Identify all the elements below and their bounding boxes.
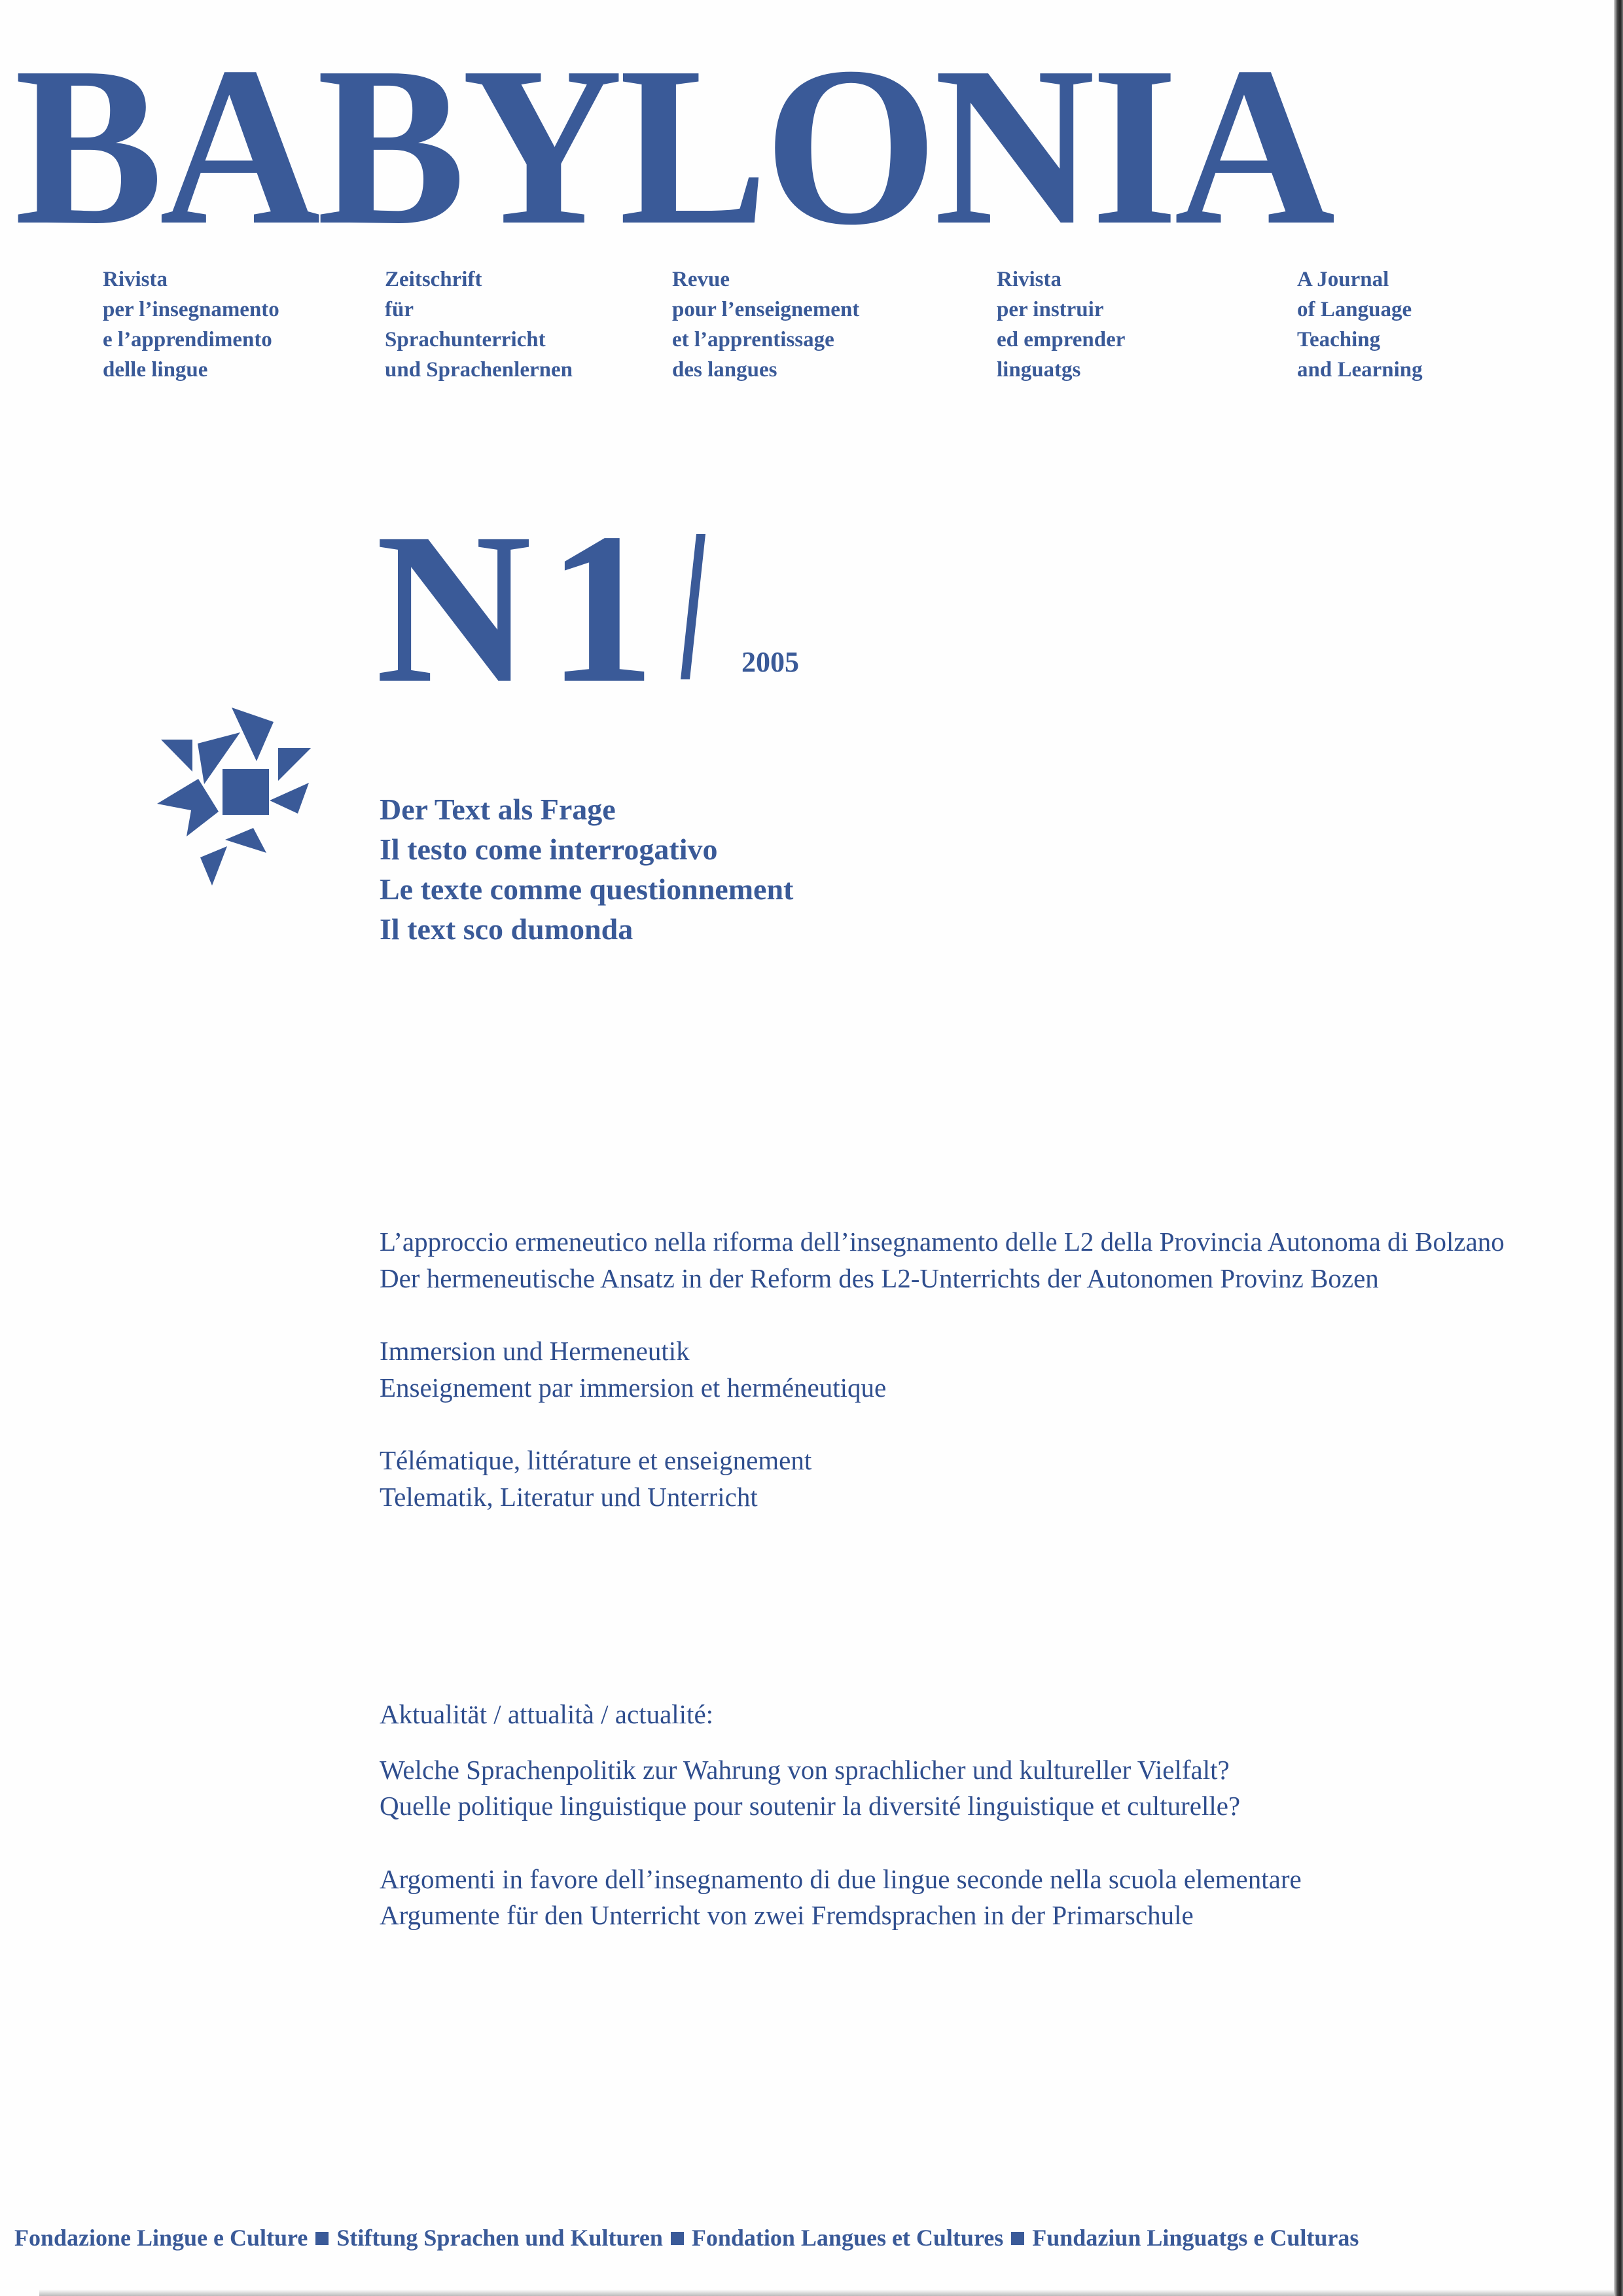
subtitle-line: e l’apprendimento xyxy=(103,328,272,351)
article-title: Welche Sprachenpolitik zur Wahrung von sprachlicher und kultureller Vielfalt? xyxy=(380,1754,1230,1785)
foundation-french: Fondation Langues et Cultures xyxy=(691,2225,1004,2251)
issue-number: N1 xyxy=(376,489,671,728)
journal-title: BABYLONIA xyxy=(14,20,1332,272)
subtitle-french xyxy=(672,264,859,385)
subtitle-line: linguatgs xyxy=(997,358,1081,382)
subtitle-line: für xyxy=(385,298,414,321)
subtitle-line: Teaching xyxy=(1297,328,1381,351)
article-title: Argumente für den Unterricht von zwei Fremdsprachen in der Primarschule xyxy=(380,1900,1194,1930)
subtitle-line: ed emprender xyxy=(997,328,1126,351)
subtitle-line: delle lingue xyxy=(103,358,208,382)
publisher-footer xyxy=(14,2222,1359,2253)
page-binding-edge xyxy=(1614,0,1623,2296)
article-list xyxy=(380,1224,1577,1552)
subtitle-line: per instruir xyxy=(997,298,1104,321)
subtitle-line: Revue xyxy=(672,268,730,291)
theme-french: Le texte comme questionnement xyxy=(380,872,794,906)
theme-romansh: Il text sco dumonda xyxy=(380,912,633,946)
article-title: Argomenti in favore dell’insegnamento di due lingue seconde nella scuola elementare xyxy=(380,1863,1302,1894)
square-separator-icon xyxy=(315,2232,329,2245)
article-title: Quelle politique linguistique pour soutenir la diversité linguistique et culturelle? xyxy=(380,1791,1241,1821)
subtitle-italian xyxy=(103,264,279,385)
foundation-romansh: Fundaziun Linguatgs e Culturas xyxy=(1032,2225,1359,2251)
tangram-pinwheel-icon xyxy=(157,706,314,889)
subtitle-line: und Sprachenlernen xyxy=(385,358,573,382)
subtitle-line: Sprachunterricht xyxy=(385,328,546,351)
article-item xyxy=(380,1861,1577,1934)
article-title: Immersion und Hermeneutik xyxy=(380,1336,690,1366)
article-title: Télématique, littérature et enseignement xyxy=(380,1445,812,1475)
article-title: L’approccio ermeneutico nella riforma dell’insegnamento delle L2 della Provincia Autonoma di Bolzano xyxy=(380,1227,1505,1257)
article-title: Enseignement par immersion et herméneutique xyxy=(380,1372,887,1403)
foundation-german: Stiftung Sprachen und Kulturen xyxy=(336,2225,663,2251)
subtitle-english xyxy=(1297,264,1423,385)
subtitle-line: Rivista xyxy=(997,268,1061,291)
article-title: Der hermeneutische Ansatz in der Reform des L2-Unterrichts der Autonomen Provinz Bozen xyxy=(380,1263,1379,1293)
article-item xyxy=(380,1333,1577,1406)
square-separator-icon xyxy=(671,2232,684,2245)
subtitle-line: of Language xyxy=(1297,298,1412,321)
subtitle-line: Zeitschrift xyxy=(385,268,482,291)
subtitle-line: Rivista xyxy=(103,268,168,291)
subtitle-german xyxy=(385,264,573,385)
subtitle-romansh xyxy=(997,264,1125,385)
theme-german: Der Text als Frage xyxy=(380,793,616,826)
journal-masthead xyxy=(14,20,1592,272)
article-item xyxy=(380,1443,1577,1515)
theme-italian: Il testo come interrogativo xyxy=(380,833,718,866)
page-bottom-shadow xyxy=(39,2289,1614,2296)
square-separator-icon xyxy=(1011,2232,1024,2245)
subtitle-line: des langues xyxy=(672,358,777,382)
current-affairs-label: Aktualität / attualità / actualité: xyxy=(380,1699,714,1729)
issue-themes xyxy=(380,789,793,949)
article-item xyxy=(380,1224,1577,1297)
current-affairs-section xyxy=(380,1696,1577,1971)
subtitle-line: pour l’enseignement xyxy=(672,298,860,321)
article-title: Telematik, Literatur und Unterricht xyxy=(380,1481,758,1512)
subtitle-line: per l’insegnamento xyxy=(103,298,279,321)
subtitle-line: and Learning xyxy=(1297,358,1423,382)
subtitle-line: A Journal xyxy=(1297,268,1389,291)
foundation-italian: Fondazione Lingue e Culture xyxy=(14,2225,308,2251)
article-item xyxy=(380,1752,1577,1825)
issue-year: 2005 xyxy=(741,646,799,678)
subtitle-line: et l’apprentissage xyxy=(672,328,834,351)
issue-slash-icon xyxy=(681,534,705,679)
